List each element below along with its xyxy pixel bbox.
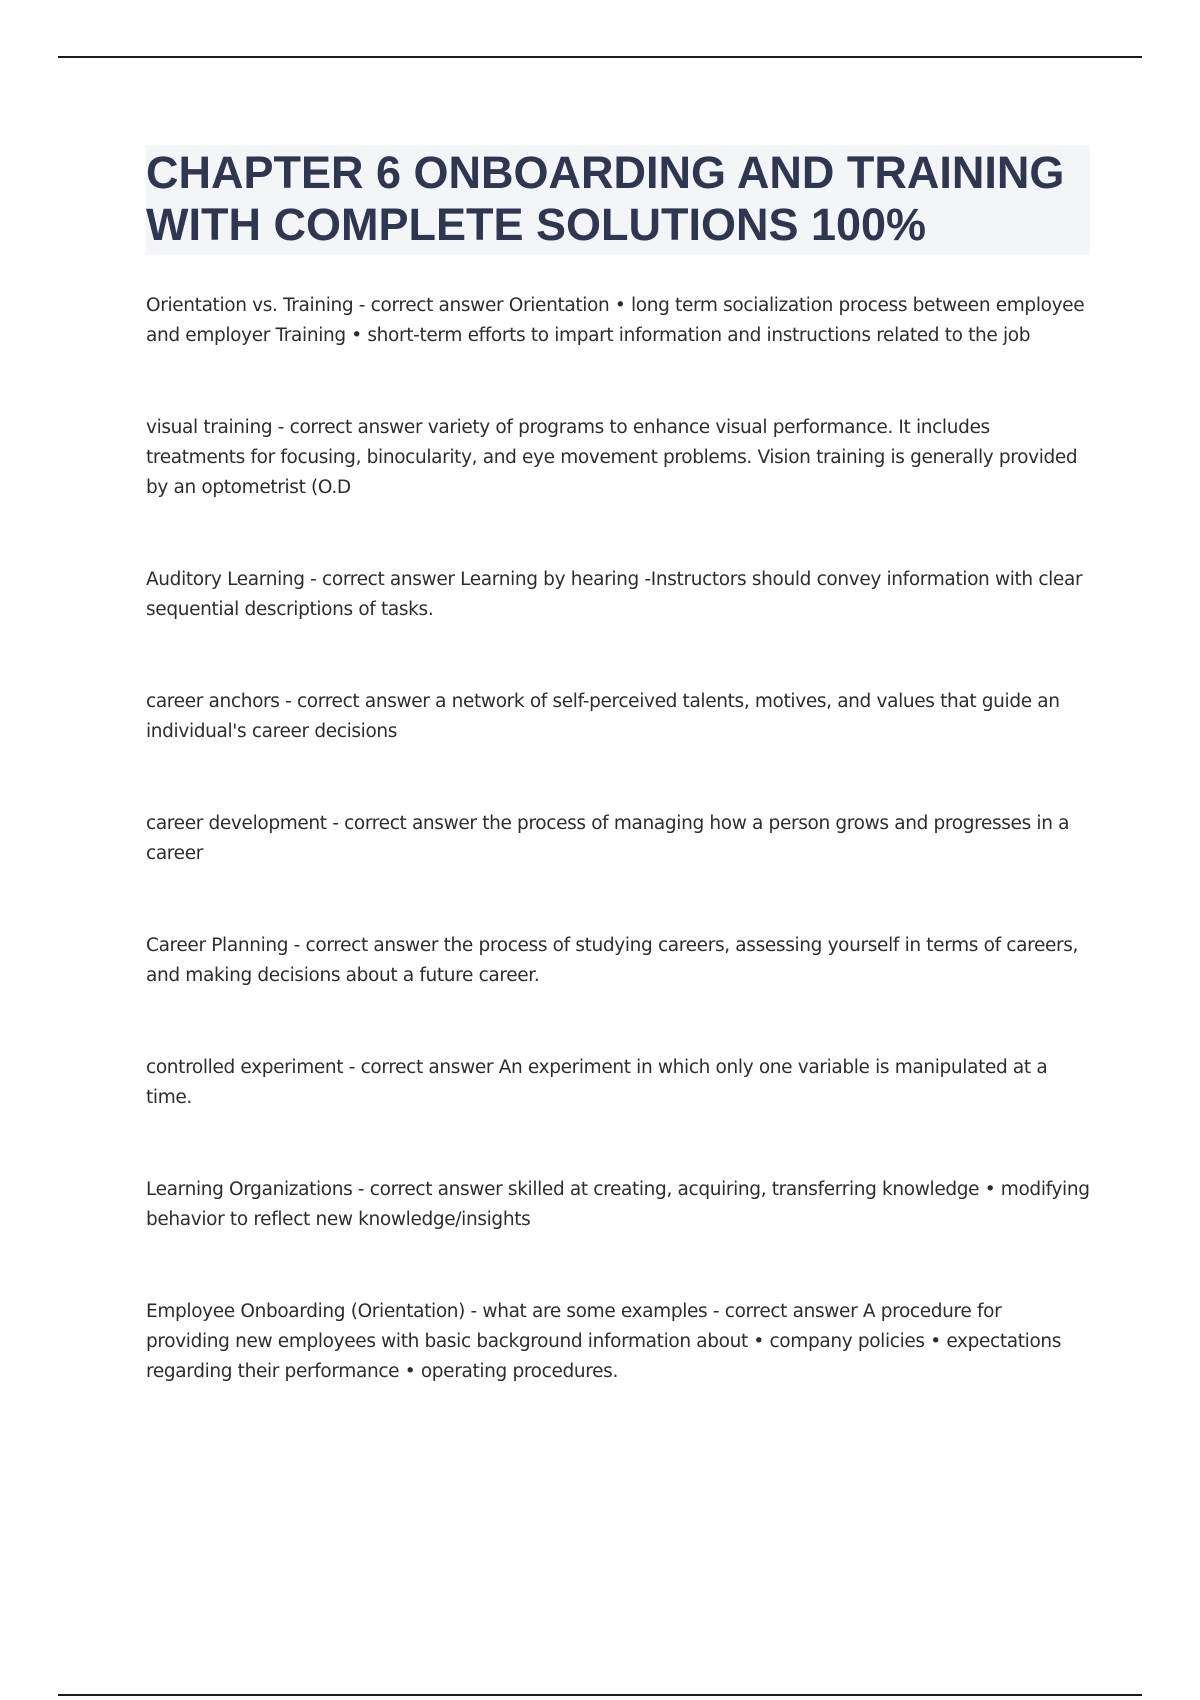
entry-separator: - correct answer — [279, 691, 436, 712]
list-item — [146, 931, 1090, 991]
entry-list — [146, 291, 1090, 1449]
title-block — [146, 145, 1090, 255]
entry-separator: - correct answer — [343, 1057, 499, 1078]
list-item — [146, 291, 1090, 351]
list-item — [146, 1175, 1090, 1235]
entry-term: visual training — [146, 417, 273, 438]
page-title: CHAPTER 6 ONBOARDING AND TRAINING WITH COMPLETE SOLUTIONS 100% — [146, 147, 1065, 250]
entry-separator: - correct answer — [352, 1179, 508, 1200]
entry-term: Career Planning — [146, 935, 289, 956]
entry-separator: - correct answer — [353, 295, 509, 316]
entry-answer: a network of self-perceived talents, motives, and values that guide an individual's career decisions — [146, 691, 1060, 742]
entry-answer: the process of managing how a person grows and progresses in a career — [146, 813, 1070, 864]
entry-term: Learning Organizations — [146, 1179, 353, 1200]
entry-answer: Learning by hearing -Instructors should convey information with clear sequential descriptions of tasks. — [146, 569, 1083, 620]
entry-term: Orientation vs. Training — [146, 295, 354, 316]
entry-separator: - correct answer — [288, 935, 444, 956]
entry-separator: - correct answer — [304, 569, 461, 590]
entry-answer: A procedure for providing new employees with basic background information about • company policies • expectations regarding their performance • operating procedures. — [146, 1301, 1062, 1382]
bottom-rule — [58, 1694, 1142, 1696]
list-item — [146, 1053, 1090, 1113]
entry-term: career anchors — [146, 691, 280, 712]
entry-separator: - correct answer — [707, 1301, 863, 1322]
entry-answer: Orientation • long term socialization process between employee and employer Training • short-term efforts to impart information and instructions related to the job — [146, 295, 1085, 346]
entry-separator: - correct answer — [326, 813, 483, 834]
list-item — [146, 1297, 1090, 1387]
entry-separator: - correct answer — [272, 417, 428, 438]
list-item — [146, 687, 1090, 747]
top-rule — [58, 56, 1142, 58]
entry-term: Employee Onboarding (Orientation) - what are some examples — [146, 1301, 708, 1322]
entry-term: controlled experiment — [146, 1057, 344, 1078]
entry-answer: the process of studying careers, assessing yourself in terms of careers, and making decisions about a future career. — [146, 935, 1079, 986]
list-item — [146, 413, 1090, 503]
entry-term: career development — [146, 813, 327, 834]
entry-answer: An experiment in which only one variable is manipulated at a time. — [146, 1057, 1048, 1108]
entry-answer: variety of programs to enhance visual performance. It includes treatments for focusing, binocularity, and eye movement problems. Vision training is generally provided by an optometrist (O.D — [146, 417, 1078, 498]
entry-term: Auditory Learning — [146, 569, 305, 590]
entry-answer: skilled at creating, acquiring, transferring knowledge • modifying behavior to reflect new knowledge/insights — [146, 1179, 1090, 1230]
list-item — [146, 565, 1090, 625]
list-item — [146, 809, 1090, 869]
